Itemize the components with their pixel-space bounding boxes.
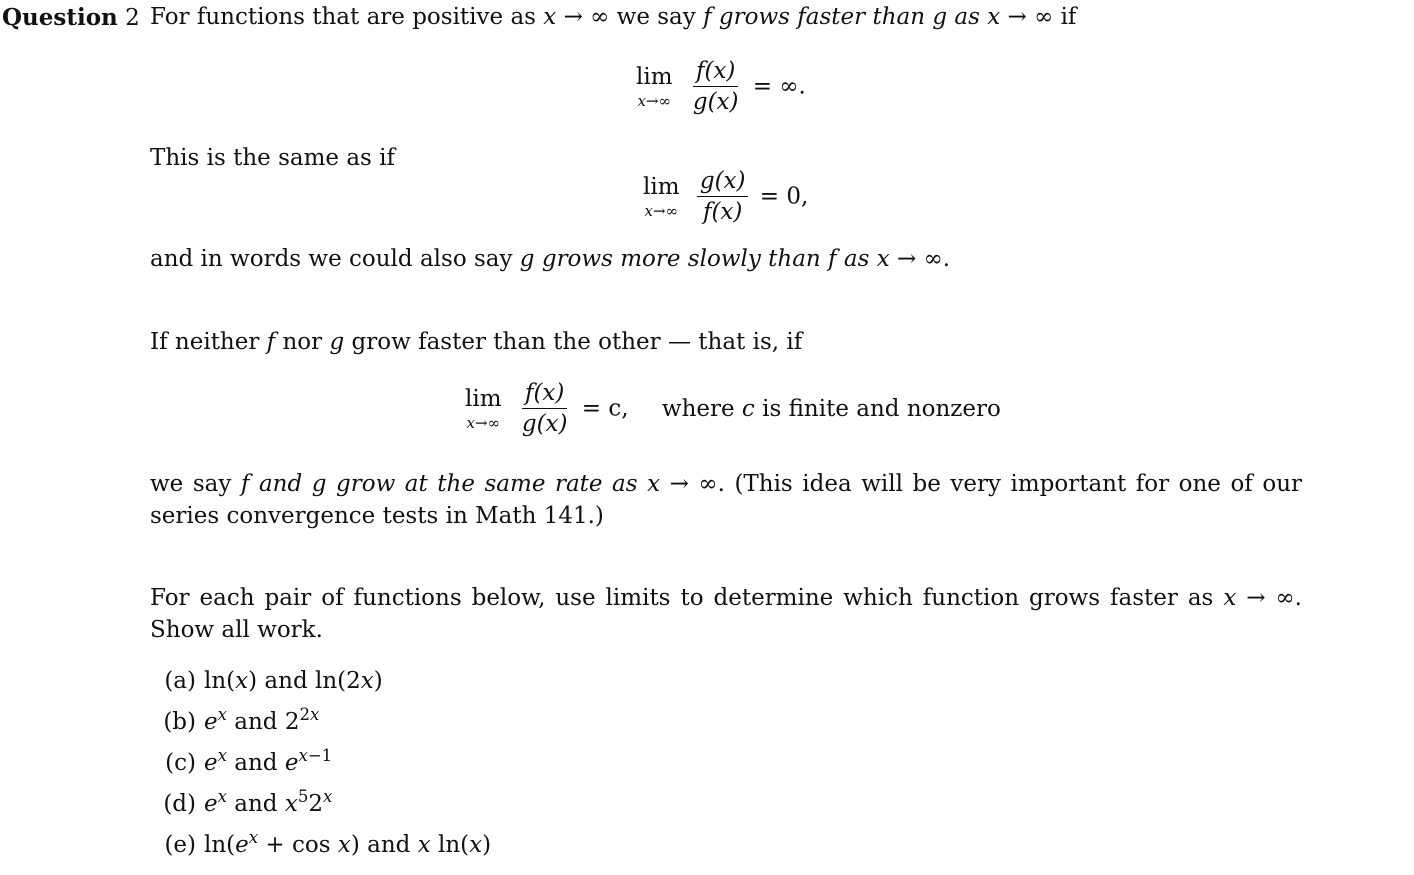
paragraph-same-rate: we say f and g grow at the same rate as x → ∞. (This idea will be very important for one of our series convergence tests in Math 141.) xyxy=(150,471,1302,529)
list-item: (d) $e^x$ and $x^52^x$ xyxy=(163,786,333,817)
list-item: (c) $e^x$ and $e^{x-1}$ xyxy=(165,745,333,776)
paragraph-instructions: For each pair of functions below, use limits to determine which function grows faster as x → ∞. Show all work. xyxy=(150,585,1302,643)
list-item: (a) ln(x) and ln(2x) xyxy=(164,668,383,694)
limit-operator: lim x→∞ xyxy=(636,63,673,110)
question-heading xyxy=(2,6,140,30)
paragraph-words: and in words we could also say g grows more slowly than f as x → ∞. xyxy=(150,246,951,272)
question-intro: For functions that are positive as x → ∞ we say f grows faster than g as x → ∞ if xyxy=(150,4,1077,30)
list-item: (e) $\ln(e^x + \cos x)$ and x ln(x) xyxy=(164,827,492,858)
equation-3 xyxy=(465,380,1001,437)
equation-note: where c is finite and nonzero xyxy=(661,395,1001,422)
question-label: Question xyxy=(2,4,118,31)
list-item: (b) $e^x$ and $2^{2x}$ xyxy=(163,704,320,735)
fraction: $\frac{f(x)}{g(x)}$ xyxy=(521,380,568,437)
equation-1 xyxy=(636,58,806,115)
problem-list xyxy=(150,661,491,866)
paragraph-same: This is the same as if xyxy=(150,145,396,171)
equation-rhs: = ∞. xyxy=(752,73,806,100)
equation-2 xyxy=(643,168,808,225)
equation-rhs: = c, xyxy=(581,395,629,422)
limit-operator: lim x→∞ xyxy=(465,385,502,432)
question-number: 2 xyxy=(125,5,140,31)
paragraph-neither: If neither f nor g grow faster than the other — that is, if xyxy=(150,329,803,355)
limit-operator: lim x→∞ xyxy=(643,173,680,220)
fraction: $\frac{g(x)}{f(x)}$ xyxy=(697,168,749,225)
equation-rhs: = 0, xyxy=(759,183,809,210)
fraction: $\frac{f(x)}{g(x)}$ xyxy=(692,58,739,115)
